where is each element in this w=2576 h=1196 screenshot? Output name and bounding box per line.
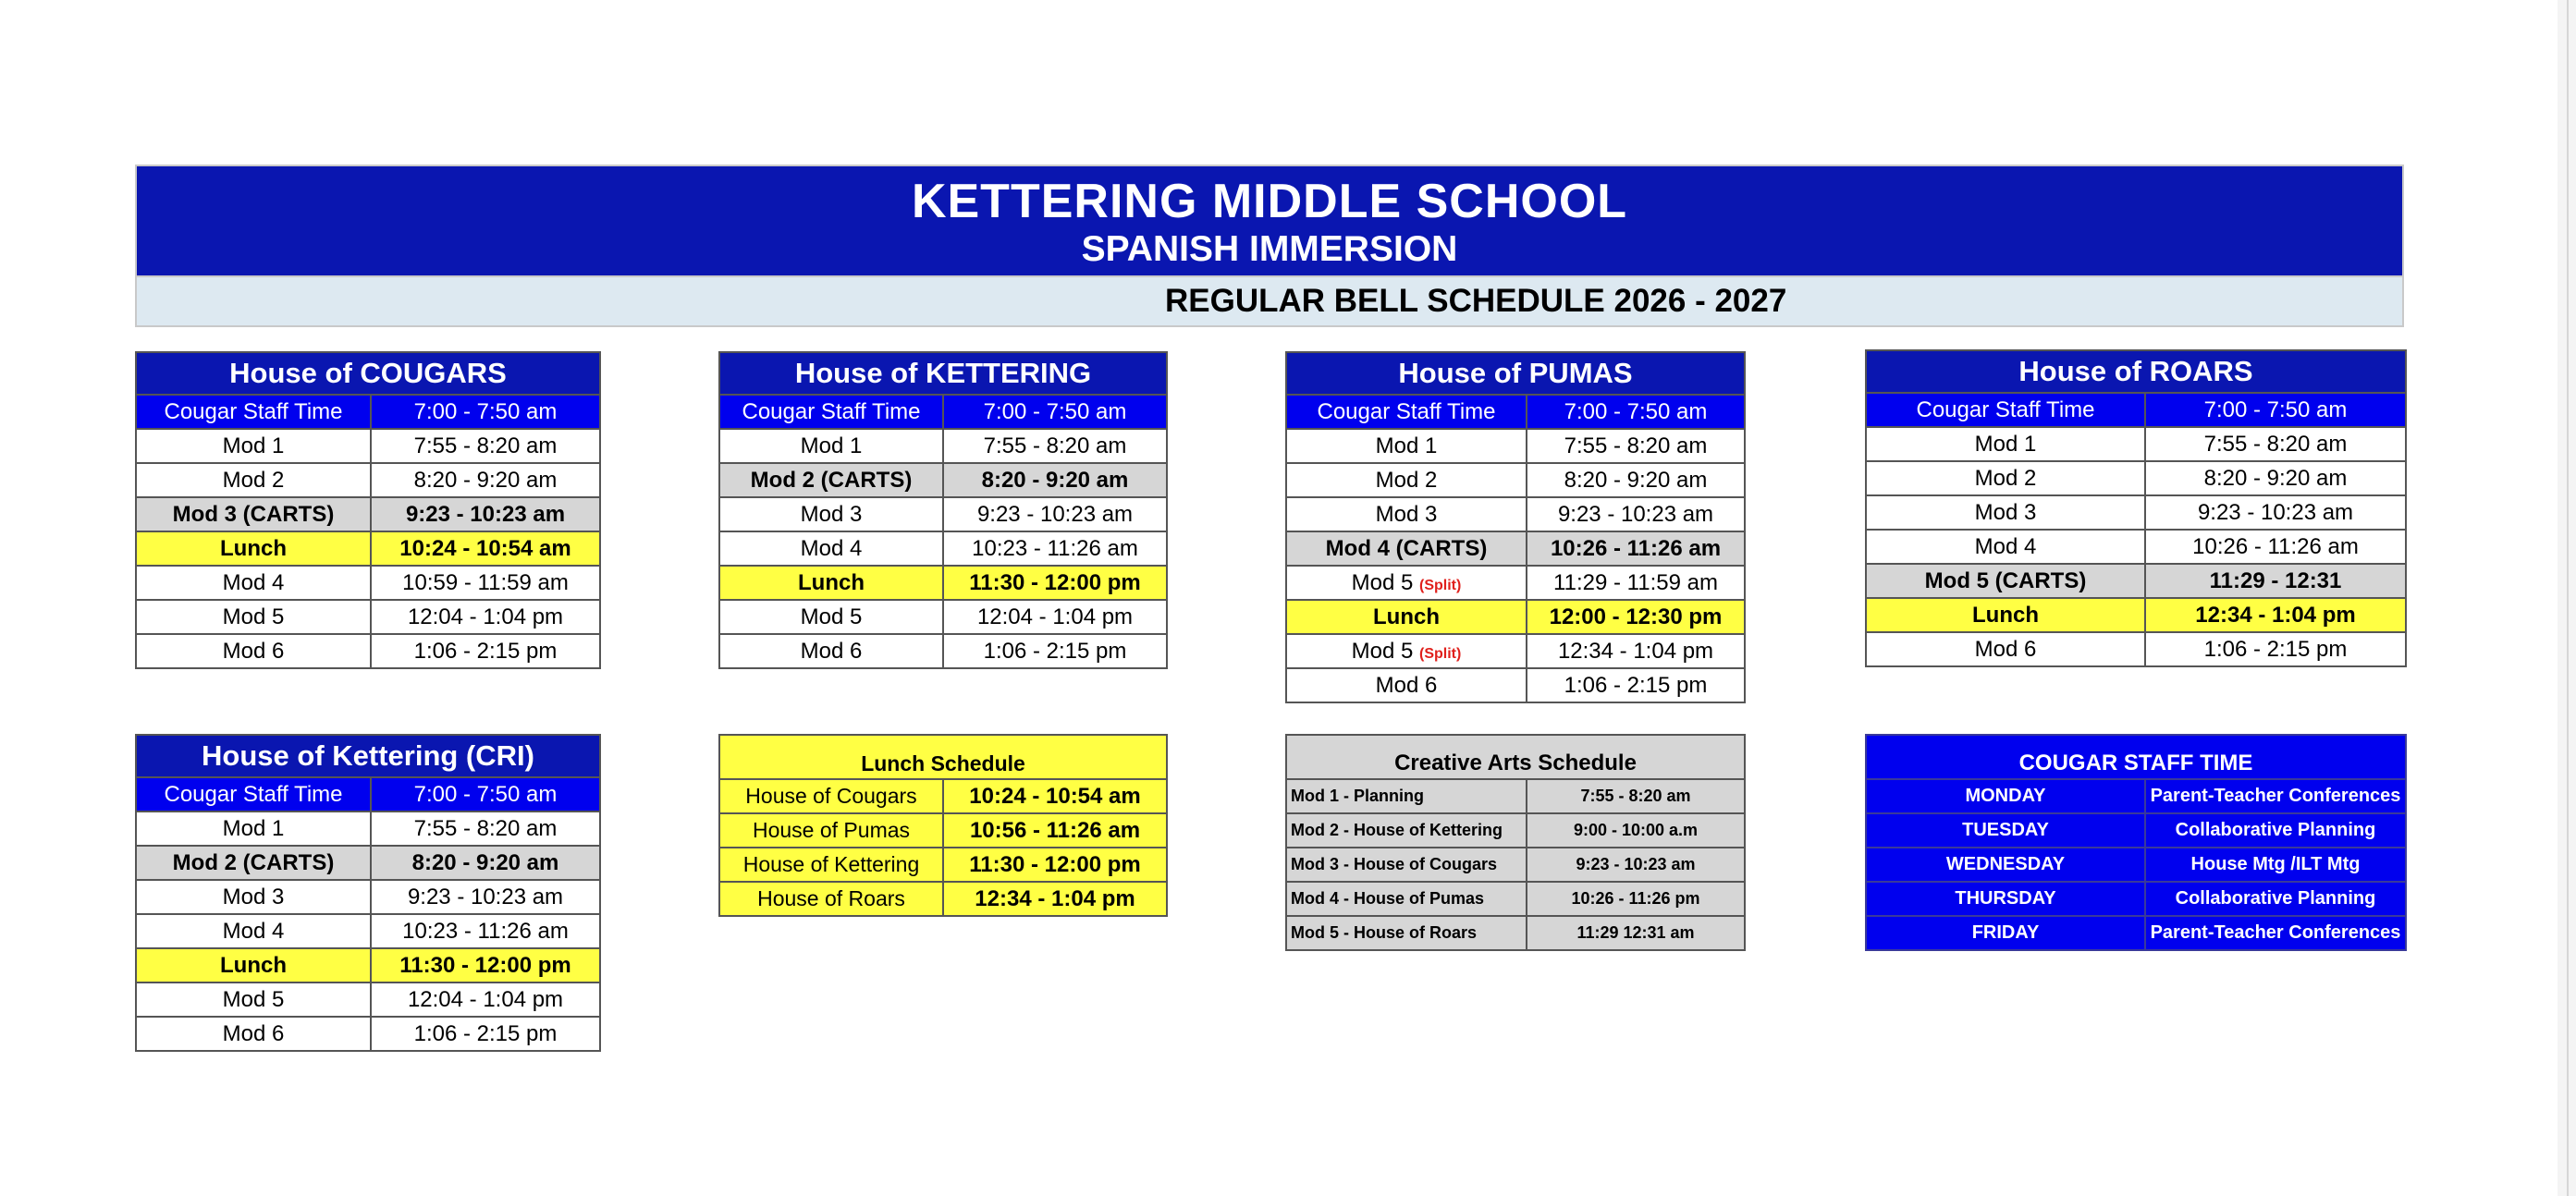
time-cell: 9:23 - 10:23 am (371, 880, 600, 914)
table-row (1866, 495, 2406, 530)
table-row (136, 463, 600, 497)
time-cell: 12:34 - 1:04 pm (1527, 634, 1745, 668)
period-cell: Mod 5 (719, 600, 943, 634)
period-label: Mod 5 (1351, 569, 1414, 595)
time-cell: 8:20 - 9:20 am (371, 846, 600, 880)
time-cell: 8:20 - 9:20 am (371, 463, 600, 497)
mod-cell: Mod 4 - House of Pumas (1286, 882, 1527, 916)
time-cell: 10:26 - 11:26 am (2145, 530, 2406, 564)
table-row (719, 848, 1167, 882)
period-cell: Mod 1 (719, 429, 943, 463)
period-cell: Mod 5 (CARTS) (1866, 564, 2145, 598)
time-cell: 8:20 - 9:20 am (943, 463, 1167, 497)
period-cell: Mod 2 (136, 463, 371, 497)
table-row (719, 779, 1167, 813)
table-row (719, 566, 1167, 600)
period-cell: Cougar Staff Time (136, 395, 371, 429)
time-cell: 11:29 - 12:31 (2145, 564, 2406, 598)
table-row (1866, 632, 2406, 666)
table-row (1286, 882, 1745, 916)
time-cell: 10:24 - 10:54 am (371, 531, 600, 566)
table-row (136, 600, 600, 634)
table-row (1286, 463, 1745, 497)
lunch-schedule-table (718, 734, 1168, 917)
table-row (1286, 634, 1745, 668)
period-cell: Mod 4 (CARTS) (1286, 531, 1527, 566)
period-cell: Mod 3 (1286, 497, 1527, 531)
time-cell: 11:30 - 12:00 pm (371, 948, 600, 982)
table-row (1866, 813, 2406, 848)
time-cell: 9:23 - 10:23 am (943, 497, 1167, 531)
table-row (1286, 813, 1745, 848)
table-header-row (1286, 352, 1745, 395)
time-cell: 1:06 - 2:15 pm (371, 1017, 600, 1051)
time-cell: 12:34 - 1:04 pm (2145, 598, 2406, 632)
table-row (1866, 427, 2406, 461)
period-cell: Mod 1 (1286, 429, 1527, 463)
table-row (719, 429, 1167, 463)
period-cell: Lunch (1286, 600, 1527, 634)
table-row (719, 395, 1167, 429)
time-cell: 7:55 - 8:20 am (1527, 779, 1745, 813)
table-row (1866, 598, 2406, 632)
activity-cell: Collaborative Planning (2145, 813, 2406, 848)
staff-time-title: COUGAR STAFF TIME (1866, 735, 2406, 779)
creative-arts-schedule-table (1285, 734, 1746, 951)
table-row (136, 566, 600, 600)
time-cell: 7:00 - 7:50 am (371, 395, 600, 429)
period-cell: Lunch (136, 531, 371, 566)
table-row (1286, 429, 1745, 463)
table-row (719, 634, 1167, 668)
period-cell: Lunch (1866, 598, 2145, 632)
period-cell: Mod 3 (1866, 495, 2145, 530)
day-cell: MONDAY (1866, 779, 2145, 813)
period-cell: Mod 2 (1286, 463, 1527, 497)
table-row (136, 531, 600, 566)
time-cell: 9:23 - 10:23 am (2145, 495, 2406, 530)
mod-cell: Mod 5 - House of Roars (1286, 916, 1527, 950)
table-row (136, 777, 600, 812)
period-cell: Mod 3 (719, 497, 943, 531)
table-row (1866, 461, 2406, 495)
period-cell (1286, 634, 1527, 668)
house-cell: House of Cougars (719, 779, 943, 813)
time-cell: 7:55 - 8:20 am (2145, 427, 2406, 461)
house-cell: House of Roars (719, 882, 943, 916)
time-cell: 12:04 - 1:04 pm (371, 600, 600, 634)
period-cell: Mod 2 (1866, 461, 2145, 495)
time-cell: 1:06 - 2:15 pm (371, 634, 600, 668)
day-cell: TUESDAY (1866, 813, 2145, 848)
table-header-row (719, 735, 1167, 779)
period-cell: Mod 6 (136, 1017, 371, 1051)
period-cell: Lunch (136, 948, 371, 982)
period-cell: Mod 4 (136, 566, 371, 600)
time-cell: 10:59 - 11:59 am (371, 566, 600, 600)
time-cell: 8:20 - 9:20 am (2145, 461, 2406, 495)
activity-cell: Parent-Teacher Conferences (2145, 916, 2406, 950)
table-row (719, 497, 1167, 531)
table-row (136, 982, 600, 1017)
house-kettering-title: House of KETTERING (719, 352, 1167, 395)
time-cell: 7:00 - 7:50 am (2145, 393, 2406, 427)
split-note: (Split) (1419, 577, 1462, 593)
table-row (1286, 916, 1745, 950)
table-row (136, 812, 600, 846)
period-cell: Mod 6 (719, 634, 943, 668)
time-cell: 1:06 - 2:15 pm (2145, 632, 2406, 666)
table-row (1866, 779, 2406, 813)
table-row (1286, 566, 1745, 600)
house-kettering-cri-title: House of Kettering (CRI) (136, 735, 600, 777)
table-header-row (136, 735, 600, 777)
period-cell: Cougar Staff Time (719, 395, 943, 429)
period-cell: Mod 6 (1866, 632, 2145, 666)
house-cell: House of Kettering (719, 848, 943, 882)
time-cell: 1:06 - 2:15 pm (1527, 668, 1745, 702)
day-cell: WEDNESDAY (1866, 848, 2145, 882)
mod-cell: Mod 1 - Planning (1286, 779, 1527, 813)
time-cell: 9:23 - 10:23 am (371, 497, 600, 531)
period-cell: Mod 2 (CARTS) (136, 846, 371, 880)
period-cell: Mod 5 (136, 982, 371, 1017)
table-row (136, 948, 600, 982)
house-cougars-title: House of COUGARS (136, 352, 600, 395)
table-row (136, 1017, 600, 1051)
period-cell: Mod 1 (136, 429, 371, 463)
table-row (136, 429, 600, 463)
time-cell: 7:00 - 7:50 am (371, 777, 600, 812)
table-row (719, 882, 1167, 916)
table-row (719, 463, 1167, 497)
schedule-title: REGULAR BELL SCHEDULE 2026 - 2027 (137, 275, 2402, 325)
time-cell: 8:20 - 9:20 am (1527, 463, 1745, 497)
table-row (1866, 530, 2406, 564)
lunch-schedule-title: Lunch Schedule (719, 735, 1167, 779)
time-cell: 11:30 - 12:00 pm (943, 566, 1167, 600)
period-label: Mod 5 (1351, 638, 1414, 664)
table-row (136, 497, 600, 531)
period-cell: Cougar Staff Time (1866, 393, 2145, 427)
split-note: (Split) (1419, 645, 1462, 662)
time-cell: 12:00 - 12:30 pm (1527, 600, 1745, 634)
table-row (1866, 564, 2406, 598)
time-cell: 7:00 - 7:50 am (943, 395, 1167, 429)
table-row (1286, 497, 1745, 531)
house-roars-title: House of ROARS (1866, 350, 2406, 393)
activity-cell: Parent-Teacher Conferences (2145, 779, 2406, 813)
mod-cell: Mod 2 - House of Kettering (1286, 813, 1527, 848)
period-cell: Mod 6 (1286, 668, 1527, 702)
table-row (1286, 395, 1745, 429)
time-cell: 10:24 - 10:54 am (943, 779, 1167, 813)
house-pumas-title: House of PUMAS (1286, 352, 1745, 395)
table-row (1286, 848, 1745, 882)
period-cell: Mod 3 (CARTS) (136, 497, 371, 531)
cougar-staff-time-table (1865, 734, 2407, 951)
table-header-row (1286, 735, 1745, 779)
table-row (719, 531, 1167, 566)
creative-arts-title: Creative Arts Schedule (1286, 735, 1745, 779)
scrollbar-divider (2567, 0, 2569, 1196)
time-cell: 7:00 - 7:50 am (1527, 395, 1745, 429)
time-cell: 11:29 12:31 am (1527, 916, 1745, 950)
period-cell: Mod 4 (1866, 530, 2145, 564)
period-cell: Mod 4 (719, 531, 943, 566)
table-row (1866, 916, 2406, 950)
time-cell: 12:04 - 1:04 pm (371, 982, 600, 1017)
mod-cell: Mod 3 - House of Cougars (1286, 848, 1527, 882)
program-name: SPANISH IMMERSION (1081, 229, 1458, 269)
period-cell: Mod 4 (136, 914, 371, 948)
period-cell: Lunch (719, 566, 943, 600)
table-row (136, 914, 600, 948)
table-row (1286, 668, 1745, 702)
time-cell: 11:29 - 11:59 am (1527, 566, 1745, 600)
time-cell: 10:23 - 11:26 am (943, 531, 1167, 566)
period-cell: Cougar Staff Time (1286, 395, 1527, 429)
time-cell: 9:00 - 10:00 a.m (1527, 813, 1745, 848)
table-row (1286, 600, 1745, 634)
time-cell: 9:23 - 10:23 am (1527, 497, 1745, 531)
day-cell: FRIDAY (1866, 916, 2145, 950)
period-cell: Mod 6 (136, 634, 371, 668)
table-header-row (1866, 350, 2406, 393)
banner-title-area (137, 166, 2402, 275)
house-kettering-cri-table (135, 734, 601, 1052)
schedule-banner (135, 165, 2404, 327)
house-roars-table (1865, 349, 2407, 667)
table-header-row (1866, 735, 2406, 779)
house-pumas-table (1285, 351, 1746, 703)
table-row (719, 813, 1167, 848)
table-row (1866, 393, 2406, 427)
period-cell: Mod 1 (136, 812, 371, 846)
house-cell: House of Pumas (719, 813, 943, 848)
period-cell: Mod 5 (136, 600, 371, 634)
time-cell: 7:55 - 8:20 am (371, 812, 600, 846)
table-row (1286, 779, 1745, 813)
table-row (1286, 531, 1745, 566)
time-cell: 10:23 - 11:26 am (371, 914, 600, 948)
table-row (1866, 882, 2406, 916)
time-cell: 9:23 - 10:23 am (1527, 848, 1745, 882)
table-row (136, 395, 600, 429)
table-row (136, 880, 600, 914)
house-cougars-table (135, 351, 601, 669)
activity-cell: House Mtg /ILT Mtg (2145, 848, 2406, 882)
table-row (136, 846, 600, 880)
house-kettering-table (718, 351, 1168, 669)
day-cell: THURSDAY (1866, 882, 2145, 916)
period-cell: Mod 1 (1866, 427, 2145, 461)
period-cell: Mod 3 (136, 880, 371, 914)
time-cell: 12:04 - 1:04 pm (943, 600, 1167, 634)
time-cell: 7:55 - 8:20 am (943, 429, 1167, 463)
school-name: KETTERING MIDDLE SCHOOL (911, 175, 1628, 228)
table-header-row (719, 352, 1167, 395)
table-header-row (136, 352, 600, 395)
time-cell: 11:30 - 12:00 pm (943, 848, 1167, 882)
time-cell: 1:06 - 2:15 pm (943, 634, 1167, 668)
time-cell: 10:26 - 11:26 pm (1527, 882, 1745, 916)
table-row (136, 634, 600, 668)
table-row (1866, 848, 2406, 882)
table-row (719, 600, 1167, 634)
time-cell: 12:34 - 1:04 pm (943, 882, 1167, 916)
activity-cell: Collaborative Planning (2145, 882, 2406, 916)
period-cell: Cougar Staff Time (136, 777, 371, 812)
time-cell: 10:26 - 11:26 am (1527, 531, 1745, 566)
time-cell: 10:56 - 11:26 am (943, 813, 1167, 848)
period-cell (1286, 566, 1527, 600)
time-cell: 7:55 - 8:20 am (1527, 429, 1745, 463)
period-cell: Mod 2 (CARTS) (719, 463, 943, 497)
time-cell: 7:55 - 8:20 am (371, 429, 600, 463)
